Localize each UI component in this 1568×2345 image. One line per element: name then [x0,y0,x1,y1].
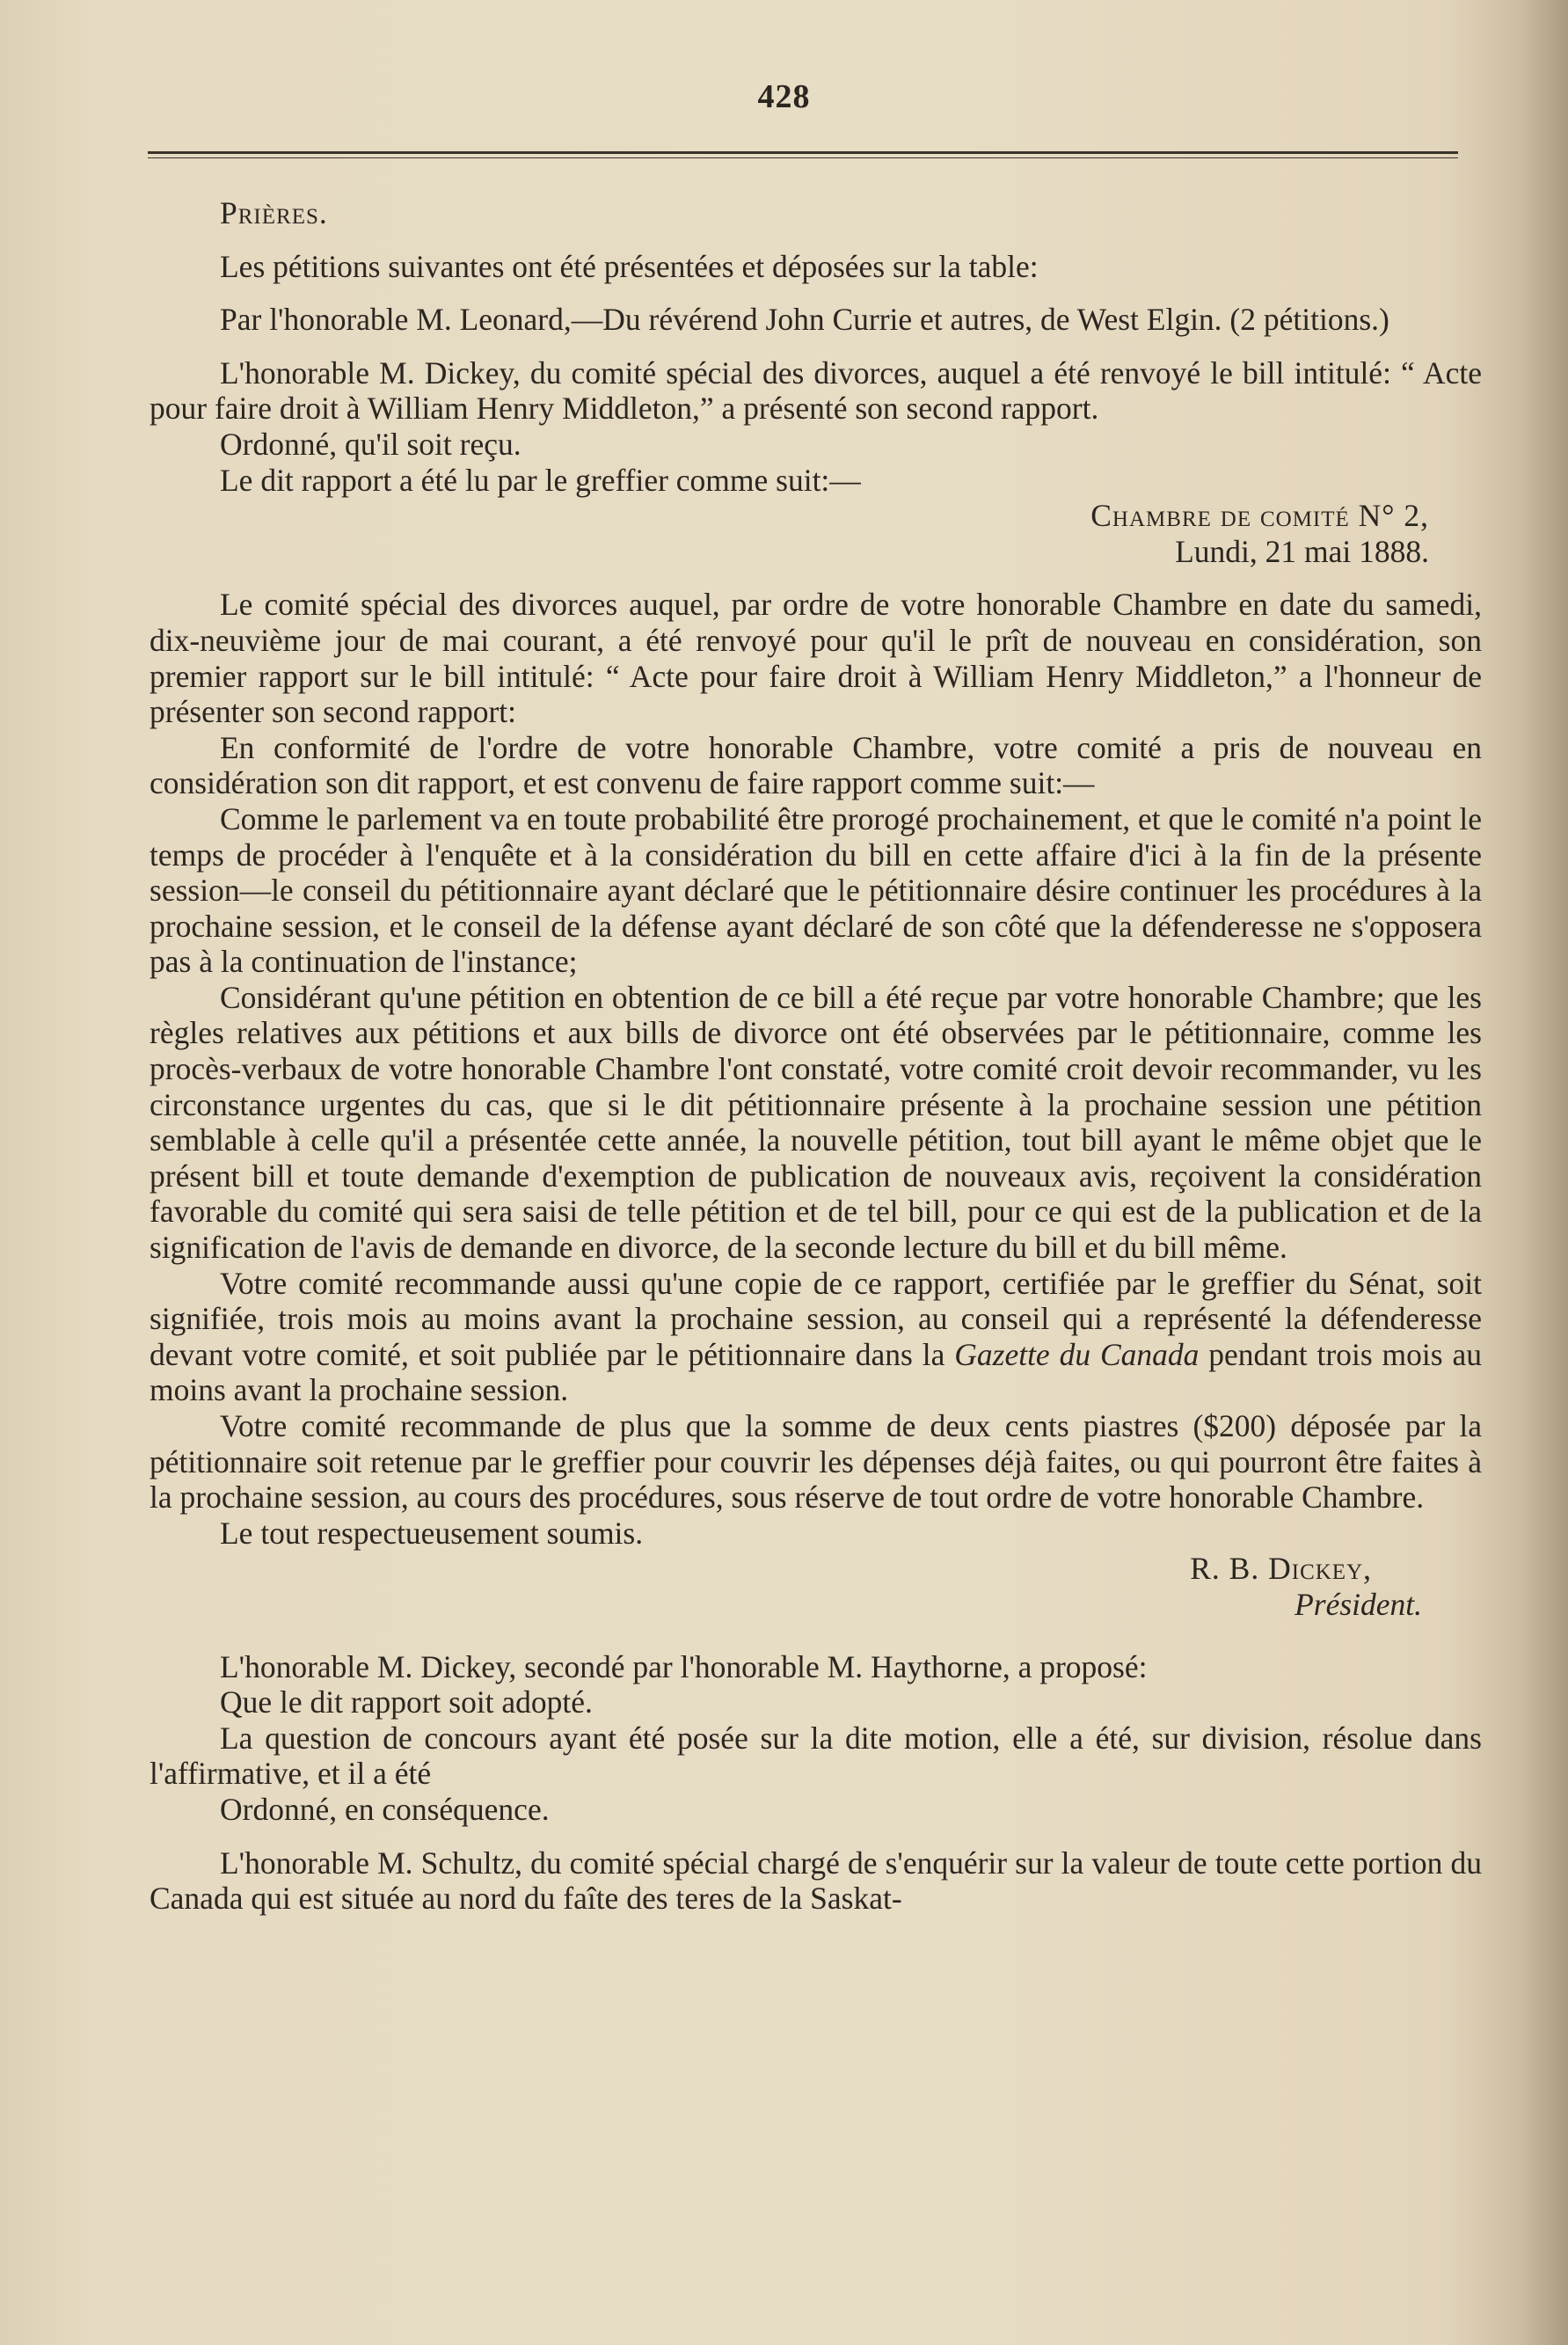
section-heading: Prières. [220,195,328,230]
gazette-title: Gazette du Canada [954,1336,1200,1372]
paragraph: Les pétitions suivantes ont été présentées et déposées sur la table: [220,248,1039,284]
report-date: Lundi, 21 mai 1888. [1175,533,1429,569]
signature-name: R. B. Dickey, [1190,1551,1372,1587]
paragraph: La question de concours ayant été posée sur la dite motion, elle a été, sur division, résolue dans l'affirmative, et il a été [150,1720,1482,1792]
report-paragraph: Le comité spécial des divorces auquel, par ordre de votre honorable Chambre en date du samedi, dix-neuvième jour de mai courant, a été renvoyé pour qu'il le prît de nouveau en considération, son premier rapport sur le bill intitulé: “ Acte pour faire droit à William Henry Middleton,” a l'honneur de présenter son second rapport: [150,587,1482,730]
paragraph: Ordonné, qu'il soit reçu. [220,426,521,462]
report-paragraph: Votre comité recommande de plus que la somme de deux cents piastres ($200) déposée par la pétitionnaire soit retenue par le greffier pour couvrir les dépenses déjà faites, ou qui pourront être faites à la prochaine session, au cours des procédures, sous réserve de tout ordre de votre honorable Chambre. [150,1408,1482,1516]
paragraph: Ordonné, en conséquence. [220,1791,550,1827]
report-paragraph [150,1266,1482,1408]
paragraph: L'honorable M. Dickey, du comité spécial des divorces, auquel a été renvoyé le bill intitulé: “ Acte pour faire droit à William Henry Middleton,” a présenté son second rapport. [150,354,1482,427]
report-paragraph: Considérant qu'une pétition en obtention de ce bill a été reçue par votre honorable Chambre; que les règles relatives aux pétitions et aux bills de divorce ont été observées par le pétitionnaire, comme les procès-verbaux de votre honorable Chambre l'ont constaté, votre comité croit devoir recommander, vu les circonstance urgentes du cas, que si le dit pétitionnaire présente à la prochaine session une pétition semblable à celle qu'il a présentée cette année, la nouvelle pétition, tout bill ayant le même objet que le présent bill et toute demande d'exemption de publication de nouveaux avis, reçoivent la considération favorable du comité qui sera saisi de telle pétition et de tel bill, pour ce qui est de la publication et de la signification de l'avis de demande en divorce, de la seconde lecture du bill et du bill même. [150,979,1482,1266]
signature-title: Président. [1295,1586,1422,1622]
paragraph: Que le dit rapport soit adopté. [220,1684,593,1720]
header-rule [148,151,1458,158]
page-body [150,195,1482,1917]
paragraph: L'honorable M. Schultz, du comité spécial chargé de s'enquérir sur la valeur de toute cette portion du Canada qui est située au nord du faîte des teres de la Saskat- [150,1845,1482,1917]
paragraph: Par l'honorable M. Leonard,—Du révérend John Currie et autres, de West Elgin. (2 pétitions.) [220,302,1389,338]
report-paragraph: En conformité de l'ordre de votre honorable Chambre, votre comité a pris de nouveau en considération son dit rapport, et est convenu de faire rapport comme suit:— [150,729,1482,801]
report-text: Votre comité recommande aussi qu'une copie de ce rapport, certifiée par le greffier du Sénat, soit signifiée, trois mois au moins avant la prochaine session, au conseil qui a représenté la défenderesse devant votre comité, et soit publiée par le pétitionnaire dans la [150,1265,1482,1372]
page-number: 428 [757,78,811,115]
report-paragraph: Le tout respectueusement soumis. [220,1515,644,1551]
report-location: Chambre de comité N° 2, [1090,498,1429,534]
paragraph: Le dit rapport a été lu par le greffier comme suit:— [220,462,861,498]
report-paragraph: Comme le parlement va en toute probabilité être prorogé prochainement, et que le comité n'a point le temps de procéder à l'enquête et à la considération du bill en cette affaire d'ici à la fin de la présente session—le conseil du pétitionnaire ayant déclaré que le pétitionnaire désire continuer les procédures à la prochaine session, et le conseil de la défense ayant déclaré de son côté que la défenderesse ne s'opposera pas à la continuation de l'instance; [150,800,1482,980]
paragraph: L'honorable M. Dickey, secondé par l'honorable M. Haythorne, a proposé: [220,1648,1148,1684]
report-text: pendant trois mois au moins avant la prochaine session. [150,1336,1482,1408]
